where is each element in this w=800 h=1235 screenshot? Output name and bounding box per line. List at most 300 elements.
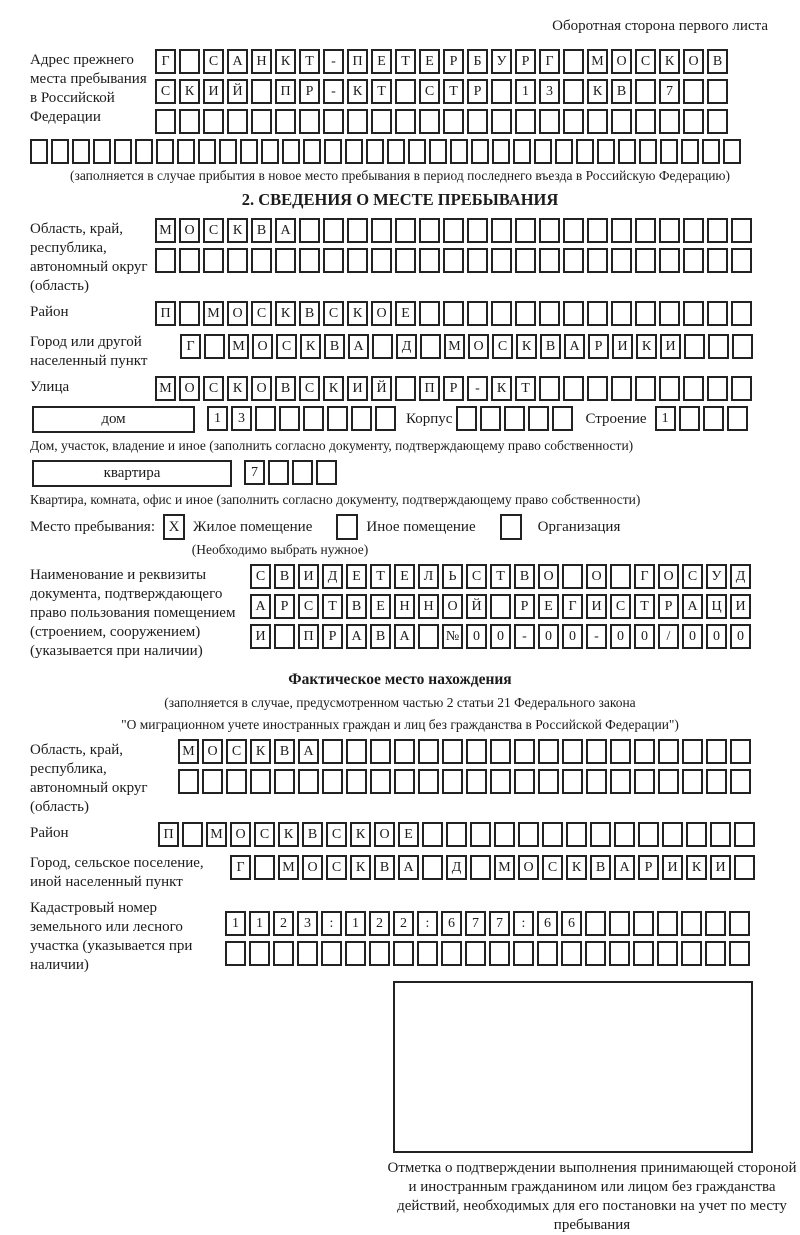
char-cell[interactable]: К [347, 301, 368, 326]
char-cell[interactable]: А [275, 218, 296, 243]
char-cell[interactable]: А [682, 594, 703, 619]
char-cell[interactable] [366, 139, 384, 164]
char-cell[interactable] [227, 109, 248, 134]
char-cell[interactable]: В [299, 301, 320, 326]
char-cell[interactable] [155, 248, 176, 273]
char-cell[interactable]: О [442, 594, 463, 619]
char-cell[interactable] [683, 301, 704, 326]
char-cell[interactable] [491, 248, 512, 273]
char-cell[interactable] [203, 109, 224, 134]
char-cell[interactable] [372, 334, 393, 359]
char-cell[interactable]: С [203, 376, 224, 401]
char-cell[interactable] [563, 248, 584, 273]
char-cell[interactable] [634, 739, 655, 764]
char-cell[interactable] [682, 739, 703, 764]
char-cell[interactable]: 1 [207, 406, 228, 431]
char-cell[interactable] [375, 406, 396, 431]
char-cell[interactable]: Н [251, 49, 272, 74]
char-cell[interactable]: И [660, 334, 681, 359]
char-cell[interactable]: К [350, 855, 371, 880]
char-cell[interactable] [443, 109, 464, 134]
char-cell[interactable] [268, 460, 289, 485]
char-cell[interactable]: 7 [244, 460, 265, 485]
char-cell[interactable] [466, 739, 487, 764]
char-cell[interactable] [515, 301, 536, 326]
char-cell[interactable] [324, 139, 342, 164]
char-cell[interactable]: : [513, 911, 534, 936]
char-cell[interactable] [322, 739, 343, 764]
char-cell[interactable]: 2 [369, 911, 390, 936]
char-cell[interactable]: 0 [682, 624, 703, 649]
char-cell[interactable] [351, 406, 372, 431]
char-cell[interactable] [347, 218, 368, 243]
char-cell[interactable] [395, 79, 416, 104]
char-cell[interactable] [467, 301, 488, 326]
char-cell[interactable]: С [203, 49, 224, 74]
char-cell[interactable]: 7 [489, 911, 510, 936]
char-cell[interactable] [179, 248, 200, 273]
char-cell[interactable] [30, 139, 48, 164]
char-cell[interactable] [467, 218, 488, 243]
char-cell[interactable] [639, 139, 657, 164]
char-cell[interactable]: Й [371, 376, 392, 401]
char-cell[interactable] [513, 941, 534, 966]
char-cell[interactable]: А [298, 739, 319, 764]
char-cell[interactable] [562, 769, 583, 794]
char-cell[interactable] [346, 739, 367, 764]
char-cell[interactable]: Г [562, 594, 583, 619]
char-cell[interactable] [563, 49, 584, 74]
char-cell[interactable]: - [323, 79, 344, 104]
char-cell[interactable] [418, 769, 439, 794]
char-cell[interactable]: Т [371, 79, 392, 104]
char-cell[interactable] [275, 248, 296, 273]
char-cell[interactable]: 0 [466, 624, 487, 649]
char-cell[interactable] [347, 248, 368, 273]
char-cell[interactable]: В [274, 564, 295, 589]
char-cell[interactable]: С [226, 739, 247, 764]
char-cell[interactable] [250, 769, 271, 794]
char-cell[interactable]: О [302, 855, 323, 880]
char-cell[interactable]: Г [155, 49, 176, 74]
char-cell[interactable]: 1 [345, 911, 366, 936]
char-cell[interactable] [539, 376, 560, 401]
char-cell[interactable] [371, 248, 392, 273]
char-cell[interactable]: К [227, 376, 248, 401]
char-cell[interactable]: А [227, 49, 248, 74]
char-cell[interactable] [441, 941, 462, 966]
char-cell[interactable] [72, 139, 90, 164]
char-cell[interactable]: М [155, 218, 176, 243]
char-cell[interactable] [587, 109, 608, 134]
char-cell[interactable] [585, 911, 606, 936]
char-cell[interactable] [491, 218, 512, 243]
char-cell[interactable] [282, 139, 300, 164]
char-cell[interactable]: О [251, 376, 272, 401]
char-cell[interactable] [419, 109, 440, 134]
char-cell[interactable] [299, 109, 320, 134]
char-cell[interactable] [394, 739, 415, 764]
char-cell[interactable] [114, 139, 132, 164]
char-cell[interactable] [93, 139, 111, 164]
char-cell[interactable]: М [155, 376, 176, 401]
char-cell[interactable] [706, 739, 727, 764]
char-cell[interactable]: № [442, 624, 463, 649]
char-cell[interactable] [708, 334, 729, 359]
char-cell[interactable]: Р [638, 855, 659, 880]
char-cell[interactable]: М [494, 855, 515, 880]
char-cell[interactable]: С [276, 334, 297, 359]
char-cell[interactable] [422, 855, 443, 880]
char-cell[interactable] [470, 822, 491, 847]
char-cell[interactable]: 3 [231, 406, 252, 431]
char-cell[interactable] [590, 822, 611, 847]
char-cell[interactable]: М [178, 739, 199, 764]
char-cell[interactable] [681, 941, 702, 966]
char-cell[interactable]: М [444, 334, 465, 359]
char-cell[interactable]: В [324, 334, 345, 359]
char-cell[interactable] [279, 406, 300, 431]
char-cell[interactable] [563, 109, 584, 134]
char-cell[interactable] [562, 739, 583, 764]
char-cell[interactable] [249, 941, 270, 966]
char-cell[interactable]: В [707, 49, 728, 74]
char-cell[interactable] [254, 855, 275, 880]
char-cell[interactable] [683, 109, 704, 134]
char-cell[interactable] [682, 769, 703, 794]
char-cell[interactable] [470, 855, 491, 880]
char-cell[interactable] [659, 109, 680, 134]
char-cell[interactable] [418, 739, 439, 764]
char-cell[interactable] [504, 406, 525, 431]
char-cell[interactable] [298, 769, 319, 794]
char-cell[interactable] [587, 376, 608, 401]
char-cell[interactable]: К [347, 79, 368, 104]
char-cell[interactable]: Г [180, 334, 201, 359]
char-cell[interactable]: П [298, 624, 319, 649]
char-cell[interactable]: П [275, 79, 296, 104]
char-cell[interactable] [492, 139, 510, 164]
checkbox-inoe[interactable] [336, 514, 358, 540]
char-cell[interactable]: Й [466, 594, 487, 619]
char-cell[interactable]: О [374, 822, 395, 847]
char-cell[interactable]: : [417, 911, 438, 936]
char-cell[interactable] [514, 769, 535, 794]
char-cell[interactable] [429, 139, 447, 164]
char-cell[interactable]: Ц [706, 594, 727, 619]
char-cell[interactable] [418, 624, 439, 649]
char-cell[interactable]: С [542, 855, 563, 880]
char-cell[interactable]: 0 [730, 624, 751, 649]
char-cell[interactable]: : [321, 911, 342, 936]
char-cell[interactable] [321, 941, 342, 966]
char-cell[interactable] [659, 301, 680, 326]
char-cell[interactable] [538, 769, 559, 794]
char-cell[interactable] [597, 139, 615, 164]
char-cell[interactable] [734, 855, 755, 880]
char-cell[interactable] [198, 139, 216, 164]
char-cell[interactable] [731, 218, 752, 243]
char-cell[interactable] [179, 49, 200, 74]
char-cell[interactable]: Т [299, 49, 320, 74]
char-cell[interactable] [566, 822, 587, 847]
char-cell[interactable]: 6 [537, 911, 558, 936]
char-cell[interactable] [251, 109, 272, 134]
char-cell[interactable] [731, 301, 752, 326]
char-cell[interactable]: О [611, 49, 632, 74]
char-cell[interactable] [683, 218, 704, 243]
char-cell[interactable] [297, 941, 318, 966]
char-cell[interactable] [586, 769, 607, 794]
char-cell[interactable] [465, 941, 486, 966]
char-cell[interactable]: А [394, 624, 415, 649]
char-cell[interactable] [299, 248, 320, 273]
char-cell[interactable] [480, 406, 501, 431]
char-cell[interactable]: К [275, 301, 296, 326]
char-cell[interactable]: К [250, 739, 271, 764]
char-cell[interactable] [707, 218, 728, 243]
char-cell[interactable] [633, 941, 654, 966]
char-cell[interactable] [707, 109, 728, 134]
char-cell[interactable] [614, 822, 635, 847]
char-cell[interactable]: Р [514, 594, 535, 619]
char-cell[interactable]: 6 [561, 911, 582, 936]
char-cell[interactable] [443, 218, 464, 243]
char-cell[interactable] [635, 376, 656, 401]
char-cell[interactable] [731, 376, 752, 401]
char-cell[interactable]: С [251, 301, 272, 326]
char-cell[interactable]: У [491, 49, 512, 74]
char-cell[interactable] [395, 376, 416, 401]
char-cell[interactable] [490, 769, 511, 794]
char-cell[interactable]: М [206, 822, 227, 847]
char-cell[interactable] [707, 301, 728, 326]
char-cell[interactable]: Р [443, 376, 464, 401]
char-cell[interactable] [251, 248, 272, 273]
char-cell[interactable]: Г [634, 564, 655, 589]
char-cell[interactable]: И [662, 855, 683, 880]
char-cell[interactable] [609, 911, 630, 936]
char-cell[interactable] [225, 941, 246, 966]
char-cell[interactable]: С [299, 376, 320, 401]
char-cell[interactable] [681, 911, 702, 936]
char-cell[interactable] [491, 109, 512, 134]
char-cell[interactable] [442, 769, 463, 794]
char-cell[interactable]: В [540, 334, 561, 359]
char-cell[interactable]: С [254, 822, 275, 847]
char-cell[interactable] [419, 248, 440, 273]
char-cell[interactable]: Р [658, 594, 679, 619]
char-cell[interactable] [657, 911, 678, 936]
char-cell[interactable] [587, 248, 608, 273]
char-cell[interactable] [634, 769, 655, 794]
char-cell[interactable] [135, 139, 153, 164]
char-cell[interactable] [610, 739, 631, 764]
char-cell[interactable] [703, 406, 724, 431]
char-cell[interactable]: С [203, 218, 224, 243]
char-cell[interactable] [345, 941, 366, 966]
char-cell[interactable] [443, 301, 464, 326]
char-cell[interactable] [369, 941, 390, 966]
char-cell[interactable]: К [491, 376, 512, 401]
char-cell[interactable] [456, 406, 477, 431]
char-cell[interactable]: О [683, 49, 704, 74]
char-cell[interactable] [261, 139, 279, 164]
char-cell[interactable] [539, 301, 560, 326]
char-cell[interactable] [705, 941, 726, 966]
char-cell[interactable] [576, 139, 594, 164]
char-cell[interactable]: О [538, 564, 559, 589]
char-cell[interactable]: 6 [441, 911, 462, 936]
char-cell[interactable] [611, 218, 632, 243]
char-cell[interactable]: С [635, 49, 656, 74]
char-cell[interactable] [539, 218, 560, 243]
checkbox-zhiloe[interactable]: X [163, 514, 185, 540]
char-cell[interactable]: Д [322, 564, 343, 589]
char-cell[interactable] [323, 109, 344, 134]
char-cell[interactable] [394, 769, 415, 794]
char-cell[interactable] [657, 941, 678, 966]
char-cell[interactable] [658, 739, 679, 764]
char-cell[interactable]: Е [394, 564, 415, 589]
char-cell[interactable]: - [586, 624, 607, 649]
char-cell[interactable] [723, 139, 741, 164]
char-cell[interactable] [327, 406, 348, 431]
char-cell[interactable] [408, 139, 426, 164]
char-cell[interactable]: С [419, 79, 440, 104]
char-cell[interactable] [515, 248, 536, 273]
char-cell[interactable] [491, 79, 512, 104]
char-cell[interactable]: Д [446, 855, 467, 880]
char-cell[interactable] [202, 769, 223, 794]
char-cell[interactable] [515, 109, 536, 134]
char-cell[interactable]: А [614, 855, 635, 880]
char-cell[interactable]: О [658, 564, 679, 589]
char-cell[interactable]: Е [371, 49, 392, 74]
char-cell[interactable] [552, 406, 573, 431]
char-cell[interactable]: Г [230, 855, 251, 880]
char-cell[interactable]: 0 [706, 624, 727, 649]
char-cell[interactable] [611, 301, 632, 326]
char-cell[interactable] [679, 406, 700, 431]
char-cell[interactable]: О [230, 822, 251, 847]
char-cell[interactable]: Т [634, 594, 655, 619]
char-cell[interactable]: В [302, 822, 323, 847]
char-cell[interactable] [370, 739, 391, 764]
char-cell[interactable]: И [586, 594, 607, 619]
char-cell[interactable] [563, 376, 584, 401]
char-cell[interactable] [586, 739, 607, 764]
char-cell[interactable]: В [514, 564, 535, 589]
checkbox-organizatsiya[interactable] [500, 514, 522, 540]
char-cell[interactable]: В [611, 79, 632, 104]
char-cell[interactable] [539, 109, 560, 134]
char-cell[interactable] [585, 941, 606, 966]
char-cell[interactable]: С [326, 822, 347, 847]
char-cell[interactable]: 7 [659, 79, 680, 104]
char-cell[interactable] [683, 376, 704, 401]
char-cell[interactable]: И [612, 334, 633, 359]
char-cell[interactable]: П [347, 49, 368, 74]
char-cell[interactable]: С [298, 594, 319, 619]
char-cell[interactable]: Т [395, 49, 416, 74]
char-cell[interactable] [471, 139, 489, 164]
char-cell[interactable]: Н [418, 594, 439, 619]
char-cell[interactable]: А [250, 594, 271, 619]
char-cell[interactable]: 0 [562, 624, 583, 649]
char-cell[interactable] [662, 822, 683, 847]
char-cell[interactable]: Р [322, 624, 343, 649]
char-cell[interactable] [275, 109, 296, 134]
char-cell[interactable] [562, 564, 583, 589]
char-cell[interactable] [345, 139, 363, 164]
char-cell[interactable] [610, 564, 631, 589]
char-cell[interactable]: Т [490, 564, 511, 589]
char-cell[interactable]: У [706, 564, 727, 589]
char-cell[interactable]: О [371, 301, 392, 326]
char-cell[interactable] [528, 406, 549, 431]
char-cell[interactable] [240, 139, 258, 164]
char-cell[interactable]: К [179, 79, 200, 104]
char-cell[interactable]: О [227, 301, 248, 326]
char-cell[interactable]: 0 [490, 624, 511, 649]
char-cell[interactable]: И [710, 855, 731, 880]
char-cell[interactable] [611, 376, 632, 401]
char-cell[interactable] [274, 624, 295, 649]
char-cell[interactable] [420, 334, 441, 359]
char-cell[interactable]: Н [394, 594, 415, 619]
char-cell[interactable] [370, 769, 391, 794]
char-cell[interactable] [274, 769, 295, 794]
char-cell[interactable]: 1 [225, 911, 246, 936]
char-cell[interactable] [731, 248, 752, 273]
char-cell[interactable] [155, 109, 176, 134]
char-cell[interactable] [371, 109, 392, 134]
char-cell[interactable] [156, 139, 174, 164]
char-cell[interactable]: М [228, 334, 249, 359]
char-cell[interactable] [299, 218, 320, 243]
char-cell[interactable]: И [298, 564, 319, 589]
char-cell[interactable]: В [346, 594, 367, 619]
char-cell[interactable] [179, 301, 200, 326]
char-cell[interactable]: О [468, 334, 489, 359]
char-cell[interactable]: Е [398, 822, 419, 847]
char-cell[interactable] [219, 139, 237, 164]
char-cell[interactable] [681, 139, 699, 164]
char-cell[interactable]: К [350, 822, 371, 847]
char-cell[interactable] [371, 218, 392, 243]
char-cell[interactable] [323, 248, 344, 273]
char-cell[interactable] [322, 769, 343, 794]
char-cell[interactable] [537, 941, 558, 966]
char-cell[interactable]: Р [588, 334, 609, 359]
char-cell[interactable] [273, 941, 294, 966]
char-cell[interactable]: А [348, 334, 369, 359]
char-cell[interactable]: Т [515, 376, 536, 401]
char-cell[interactable]: Й [227, 79, 248, 104]
char-cell[interactable] [635, 218, 656, 243]
char-cell[interactable] [490, 739, 511, 764]
char-cell[interactable]: 0 [610, 624, 631, 649]
char-cell[interactable] [466, 769, 487, 794]
char-cell[interactable]: Е [538, 594, 559, 619]
char-cell[interactable] [730, 769, 751, 794]
char-cell[interactable]: П [158, 822, 179, 847]
char-cell[interactable] [419, 218, 440, 243]
char-cell[interactable] [659, 376, 680, 401]
char-cell[interactable]: К [659, 49, 680, 74]
char-cell[interactable] [316, 460, 337, 485]
